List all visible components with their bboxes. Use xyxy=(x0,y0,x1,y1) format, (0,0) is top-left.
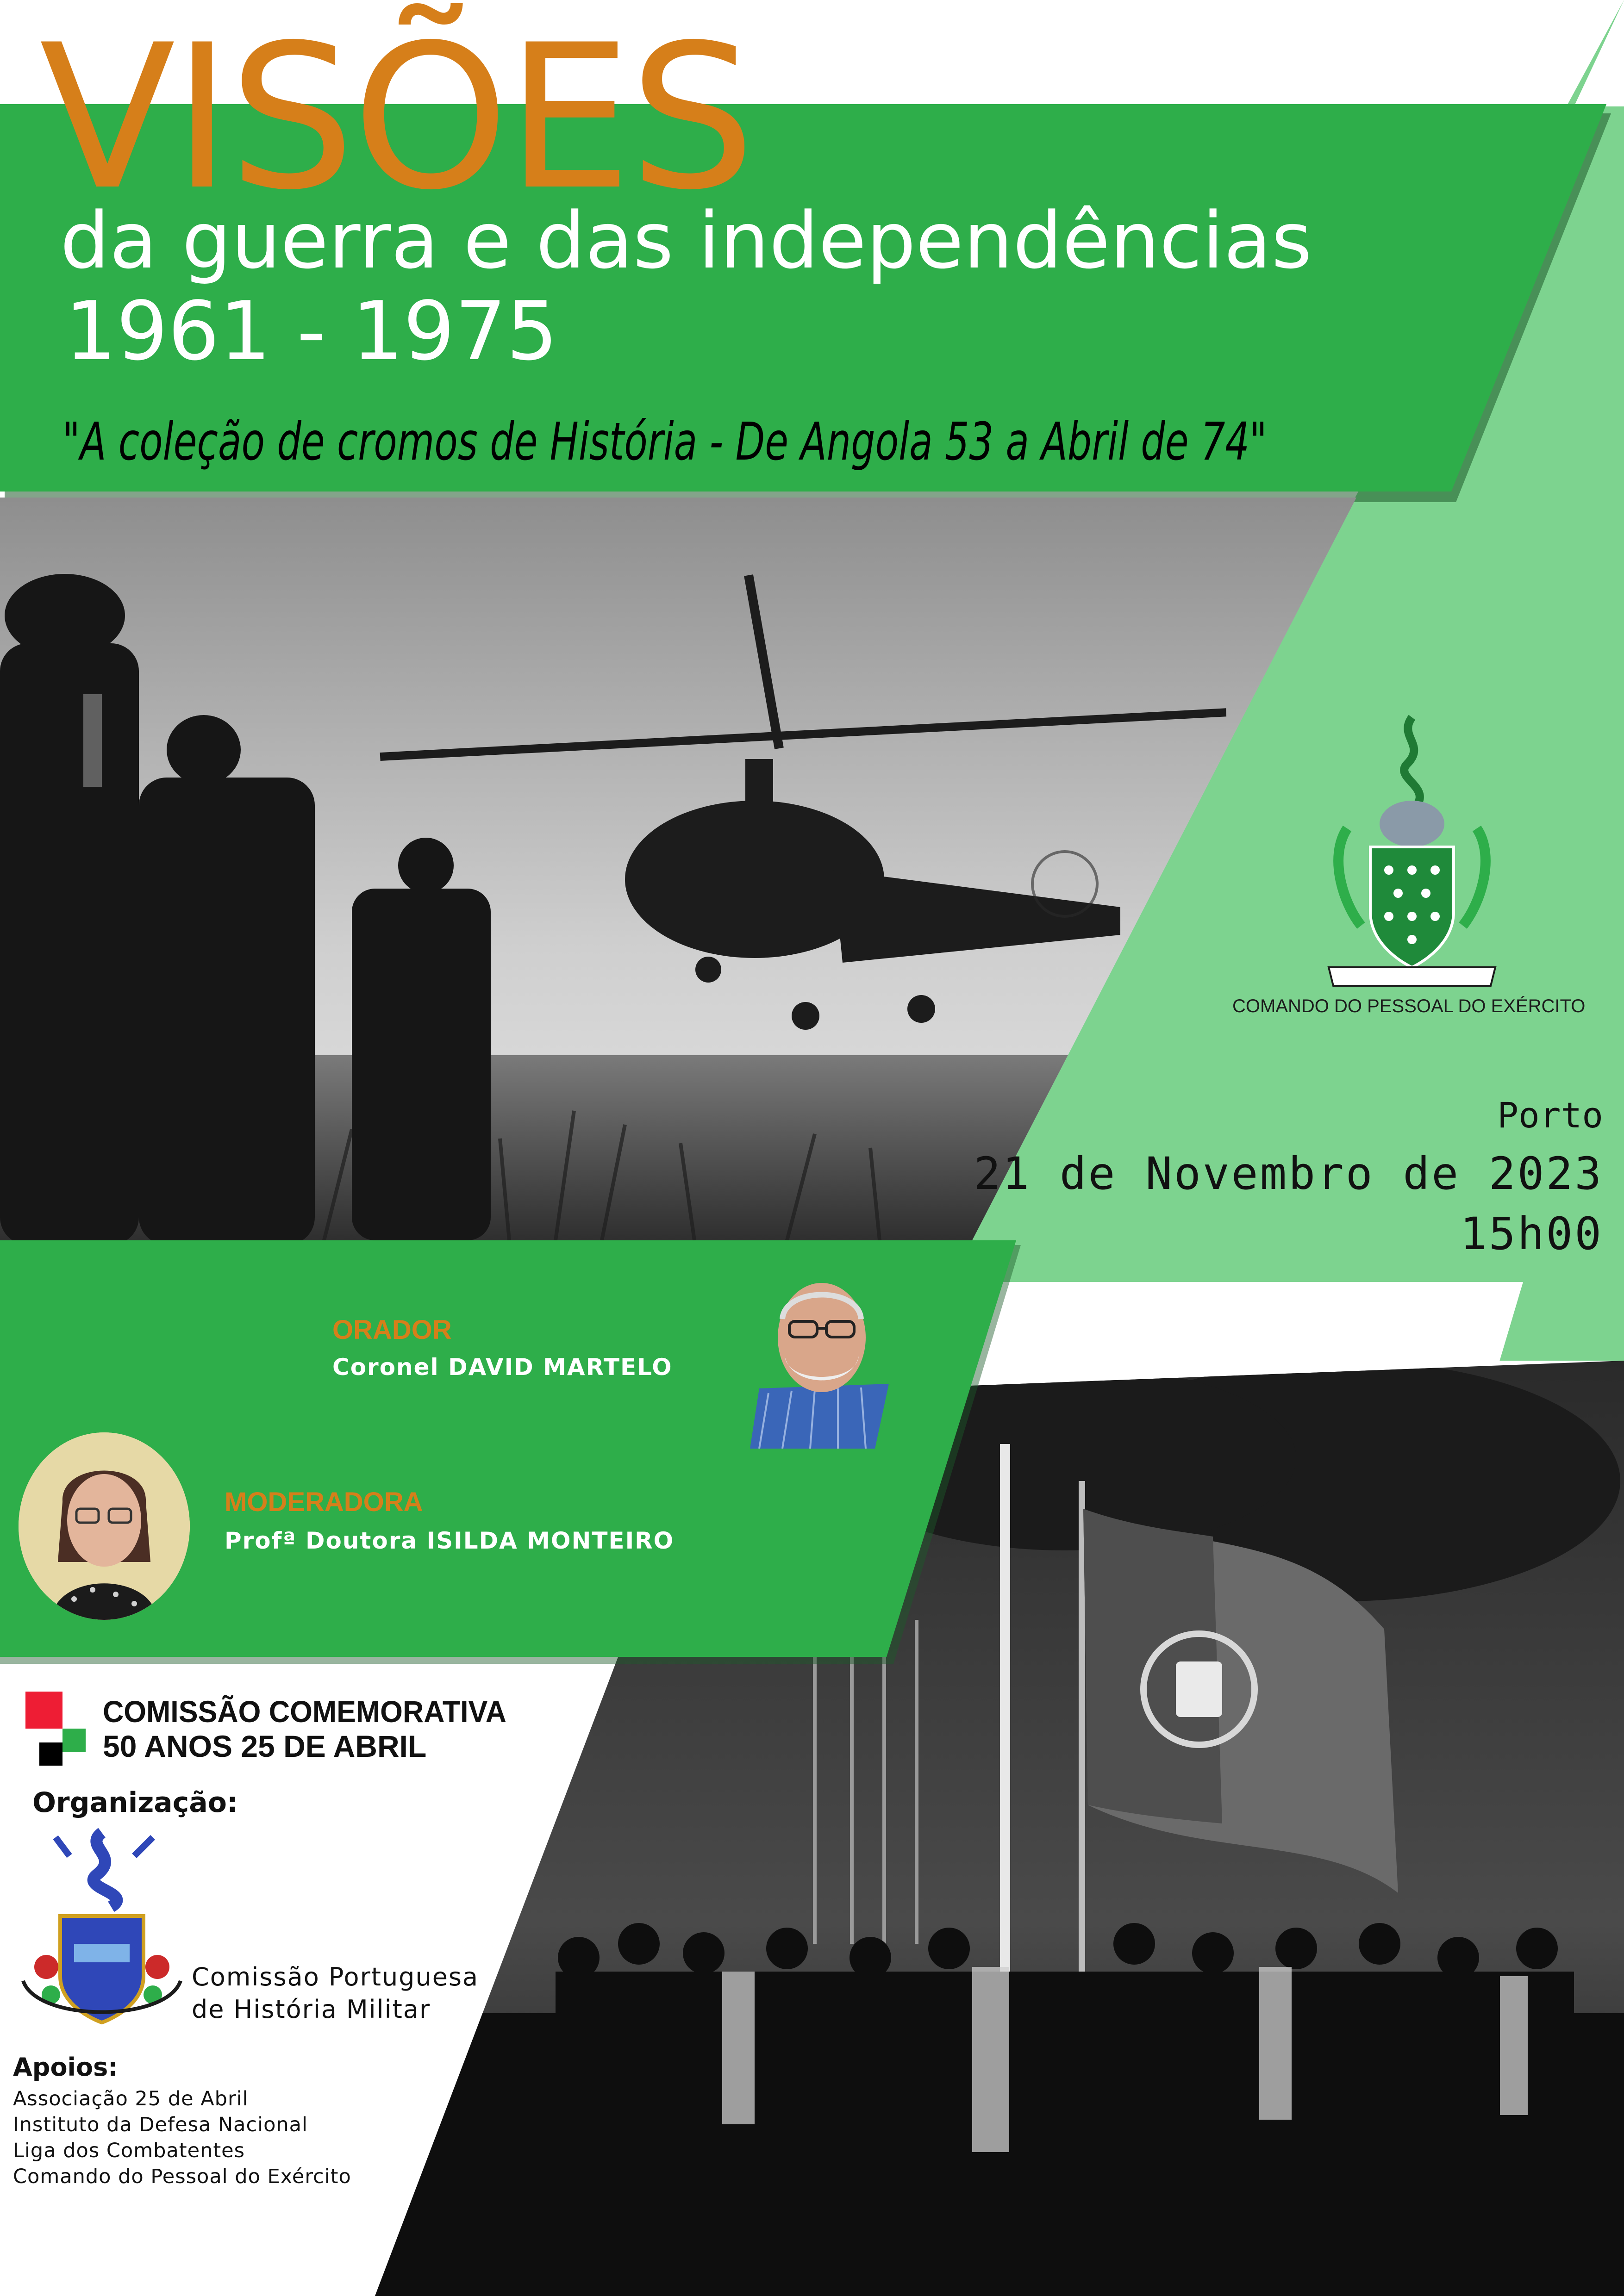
apoio-item: Comando do Pessoal do Exército xyxy=(13,2165,351,2188)
poster-quote: "A coleção de cromos de História - De Angola 53 a Abril de 74" xyxy=(62,412,1267,472)
orador-name: Coronel DAVID MARTELO xyxy=(332,1354,673,1381)
moderadora-photo xyxy=(19,1432,190,1620)
poster-years: 1961 - 1975 xyxy=(65,285,558,379)
apoio-item: Instituto da Defesa Nacional xyxy=(13,2113,308,2136)
poster-title: VISÕES xyxy=(39,2,753,234)
event-time: 15h00 xyxy=(1460,1208,1603,1260)
org-name-line2: de História Militar xyxy=(192,1995,431,2024)
dragon-emblem-icon xyxy=(19,1828,185,2032)
event-date: 21 de Novembro de 2023 xyxy=(974,1148,1603,1200)
poster-subtitle: da guerra e das independências xyxy=(60,195,1312,286)
apoio-item: Liga dos Combatentes xyxy=(13,2139,245,2162)
apoios-label: Apoios: xyxy=(13,2053,118,2082)
coat-of-arms-icon xyxy=(1319,708,1505,995)
org-name-line1: Comissão Portuguesa xyxy=(192,1962,479,1991)
orador-photo xyxy=(741,1268,903,1449)
comissao-line2: 50 ANOS 25 DE ABRIL xyxy=(103,1729,427,1763)
event-city: Porto xyxy=(1497,1095,1603,1136)
institution-caption: COMANDO DO PESSOAL DO EXÉRCITO xyxy=(1232,996,1586,1016)
apoio-item: Associação 25 de Abril xyxy=(13,2087,249,2110)
comissao-logo-icon xyxy=(25,1692,86,1766)
orador-label: ORADOR xyxy=(332,1315,452,1345)
moderadora-name: Profª Doutora ISILDA MONTEIRO xyxy=(225,1527,675,1554)
moderadora-label: MODERADORA xyxy=(225,1487,423,1517)
organizacao-label: Organização: xyxy=(32,1786,238,1819)
comissao-line1: COMISSÃO COMEMORATIVA xyxy=(103,1694,506,1729)
